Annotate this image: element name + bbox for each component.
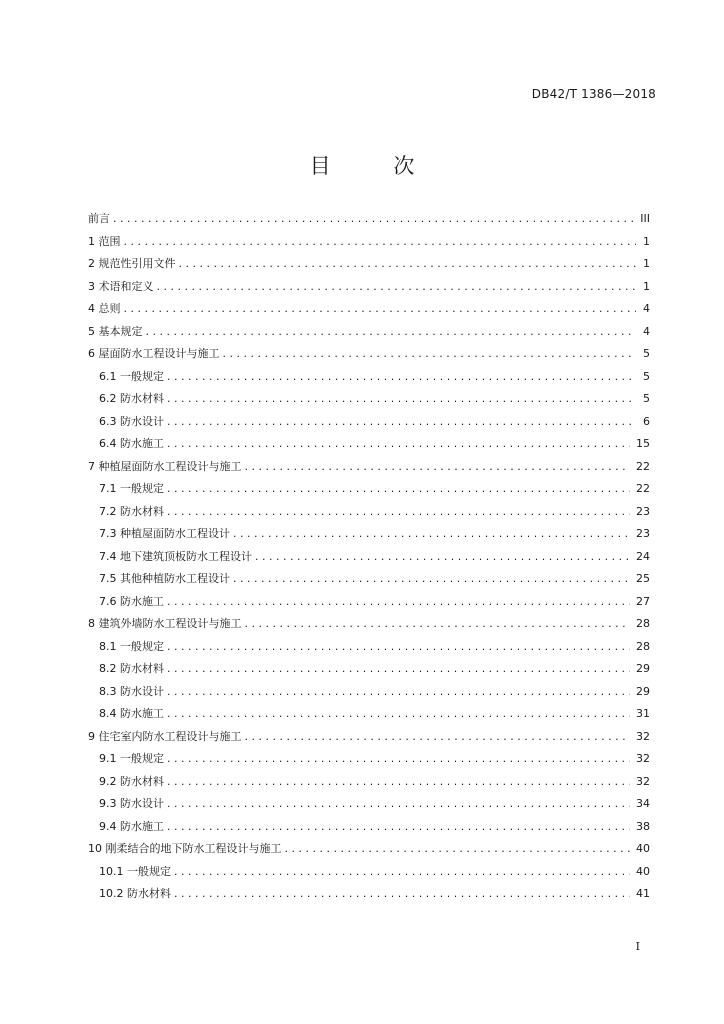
toc-leader-dots	[174, 883, 630, 906]
toc-leader-dots	[245, 726, 631, 749]
toc-entry-page: 23	[636, 527, 650, 540]
toc-leader-dots	[167, 816, 630, 839]
toc-entry-label: 10 刚柔结合的地下防水工程设计与施工	[88, 842, 282, 855]
toc-entry[interactable]	[88, 208, 650, 231]
toc-entry-page: 32	[636, 752, 650, 765]
toc-entry-label: 7.3 种植屋面防水工程设计	[99, 527, 230, 540]
toc-leader-dots	[167, 703, 630, 726]
toc-entry-page: 6	[643, 414, 650, 428]
toc-entry-page: 41	[636, 887, 650, 900]
toc-entry[interactable]	[88, 838, 650, 861]
toc-leader-dots	[146, 321, 637, 344]
toc-leader-dots	[285, 838, 631, 861]
toc-entry-label: 9.2 防水材料	[99, 774, 164, 788]
toc-entry-page: 38	[636, 819, 650, 833]
toc-leader-dots	[174, 861, 630, 884]
toc-entry[interactable]	[88, 366, 650, 389]
toc-entry-label: 9.1 一般规定	[99, 752, 164, 765]
document-code: DB42/T 1386—2018	[531, 87, 656, 101]
toc-entry[interactable]	[88, 771, 650, 794]
toc-leader-dots	[167, 411, 636, 434]
toc-entry[interactable]	[88, 568, 650, 591]
toc-entry-page: 40	[636, 864, 650, 878]
toc-entry-label: 6.3 防水设计	[99, 414, 164, 428]
toc-entry-page: 25	[636, 572, 650, 585]
toc-entry-page: 27	[636, 594, 650, 608]
toc-leader-dots	[167, 748, 630, 771]
toc-entry-page: 40	[636, 842, 650, 855]
toc-entry[interactable]	[88, 793, 650, 816]
toc-entry-label: 1 范围	[88, 234, 121, 248]
toc-leader-dots	[113, 208, 634, 231]
toc-entry-page: 22	[636, 459, 650, 473]
toc-entry-label: 7.1 一般规定	[99, 482, 164, 495]
toc-leader-dots	[233, 523, 630, 546]
toc-entry-page: 31	[636, 707, 650, 720]
page-title: 目 次	[309, 154, 443, 178]
toc-entry-page: 32	[636, 729, 650, 743]
toc-entry-page: 28	[636, 617, 650, 630]
toc-entry-label: 2 规范性引用文件	[88, 257, 176, 270]
page-number: I	[635, 940, 640, 953]
toc-entry[interactable]	[88, 523, 650, 546]
toc-entry-page: 1	[643, 257, 650, 270]
toc-entry-label: 10.2 防水材料	[99, 887, 171, 900]
toc-entry-page: III	[640, 212, 650, 225]
toc-leader-dots	[167, 478, 630, 501]
toc-leader-dots	[124, 231, 637, 254]
toc-entry-label: 6.1 一般规定	[99, 369, 164, 383]
toc-entry[interactable]	[88, 703, 650, 726]
toc-entry-page: 32	[636, 774, 650, 788]
toc-leader-dots	[255, 546, 630, 569]
toc-leader-dots	[167, 658, 630, 681]
toc-entry-page: 29	[636, 662, 650, 675]
toc-entry-label: 5 基本规定	[88, 324, 143, 338]
toc-entry[interactable]	[88, 726, 650, 749]
toc-entry-label: 6 屋面防水工程设计与施工	[88, 347, 220, 360]
toc-leader-dots	[167, 771, 630, 794]
toc-entry-page: 5	[643, 392, 650, 405]
toc-entry[interactable]	[88, 546, 650, 569]
toc-leader-dots	[167, 366, 636, 389]
toc-leader-dots	[167, 591, 630, 614]
toc-entry-page: 28	[636, 639, 650, 653]
toc-entry-label: 7.4 地下建筑顶板防水工程设计	[99, 549, 252, 563]
toc-leader-dots	[245, 613, 631, 636]
toc-entry[interactable]	[88, 388, 650, 411]
toc-entry-label: 6.4 防水施工	[99, 437, 164, 450]
toc-entry-label: 4 总则	[88, 302, 121, 315]
toc-entry-label: 7.6 防水施工	[99, 594, 164, 608]
toc-entry[interactable]	[88, 456, 650, 479]
toc-entry-page: 1	[643, 279, 650, 293]
toc-entry-page: 5	[643, 347, 650, 360]
toc-entry[interactable]	[88, 298, 650, 321]
toc-leader-dots	[167, 681, 630, 704]
toc-leader-dots	[223, 343, 637, 366]
toc-leader-dots	[157, 276, 637, 299]
toc-leader-dots	[124, 298, 637, 321]
toc-entry-label: 8 建筑外墙防水工程设计与施工	[88, 617, 242, 630]
toc-entry-page: 4	[643, 324, 650, 338]
toc-entry-page: 4	[643, 302, 650, 315]
toc-entry-page: 29	[636, 684, 650, 698]
toc-entry[interactable]	[88, 501, 650, 524]
toc-entry-label: 3 术语和定义	[88, 279, 154, 293]
toc-entry-label: 9.3 防水设计	[99, 797, 164, 810]
toc-entry[interactable]	[88, 253, 650, 276]
toc-entry[interactable]	[88, 861, 650, 884]
toc-entry-page: 5	[643, 369, 650, 383]
toc-entry-label: 7 种植屋面防水工程设计与施工	[88, 459, 242, 473]
toc-entry[interactable]	[88, 321, 650, 344]
toc-entry[interactable]	[88, 636, 650, 659]
toc-entry[interactable]	[88, 681, 650, 704]
toc-entry-label: 7.2 防水材料	[99, 504, 164, 518]
toc-entry-label: 9.4 防水施工	[99, 819, 164, 833]
toc-entry[interactable]	[88, 613, 650, 636]
toc-entry-label: 前言	[88, 212, 110, 225]
toc-entry-page: 24	[636, 549, 650, 563]
toc-entry[interactable]	[88, 816, 650, 839]
toc-leader-dots	[233, 568, 630, 591]
toc-leader-dots	[167, 433, 630, 456]
toc-entry-page: 15	[636, 437, 650, 450]
toc-entry[interactable]	[88, 411, 650, 434]
toc-entry-label: 9 住宅室内防水工程设计与施工	[88, 729, 242, 743]
toc-leader-dots	[179, 253, 637, 276]
toc-entry[interactable]	[88, 433, 650, 456]
toc-leader-dots	[245, 456, 631, 479]
toc-leader-dots	[167, 793, 630, 816]
toc-leader-dots	[167, 501, 630, 524]
toc-entry-page: 34	[636, 797, 650, 810]
toc-entry-label: 7.5 其他种植防水工程设计	[99, 572, 230, 585]
toc-entry-page: 22	[636, 482, 650, 495]
toc-entry[interactable]	[88, 478, 650, 501]
toc-entry[interactable]	[88, 591, 650, 614]
toc-leader-dots	[167, 388, 636, 411]
toc-entry[interactable]	[88, 883, 650, 906]
toc-leader-dots	[167, 636, 630, 659]
toc-entry-label: 8.4 防水施工	[99, 707, 164, 720]
toc-entry-label: 8.2 防水材料	[99, 662, 164, 675]
toc-entry[interactable]	[88, 276, 650, 299]
toc-entry[interactable]	[88, 748, 650, 771]
toc-entry-label: 6.2 防水材料	[99, 392, 164, 405]
toc-entry-label: 10.1 一般规定	[99, 864, 171, 878]
toc-entry-label: 8.3 防水设计	[99, 684, 164, 698]
toc-entry-label: 8.1 一般规定	[99, 639, 164, 653]
toc-entry[interactable]	[88, 231, 650, 254]
toc-entry[interactable]	[88, 658, 650, 681]
toc-entry-page: 23	[636, 504, 650, 518]
toc-entry-page: 1	[643, 234, 650, 248]
table-of-contents	[88, 208, 650, 906]
toc-entry[interactable]	[88, 343, 650, 366]
